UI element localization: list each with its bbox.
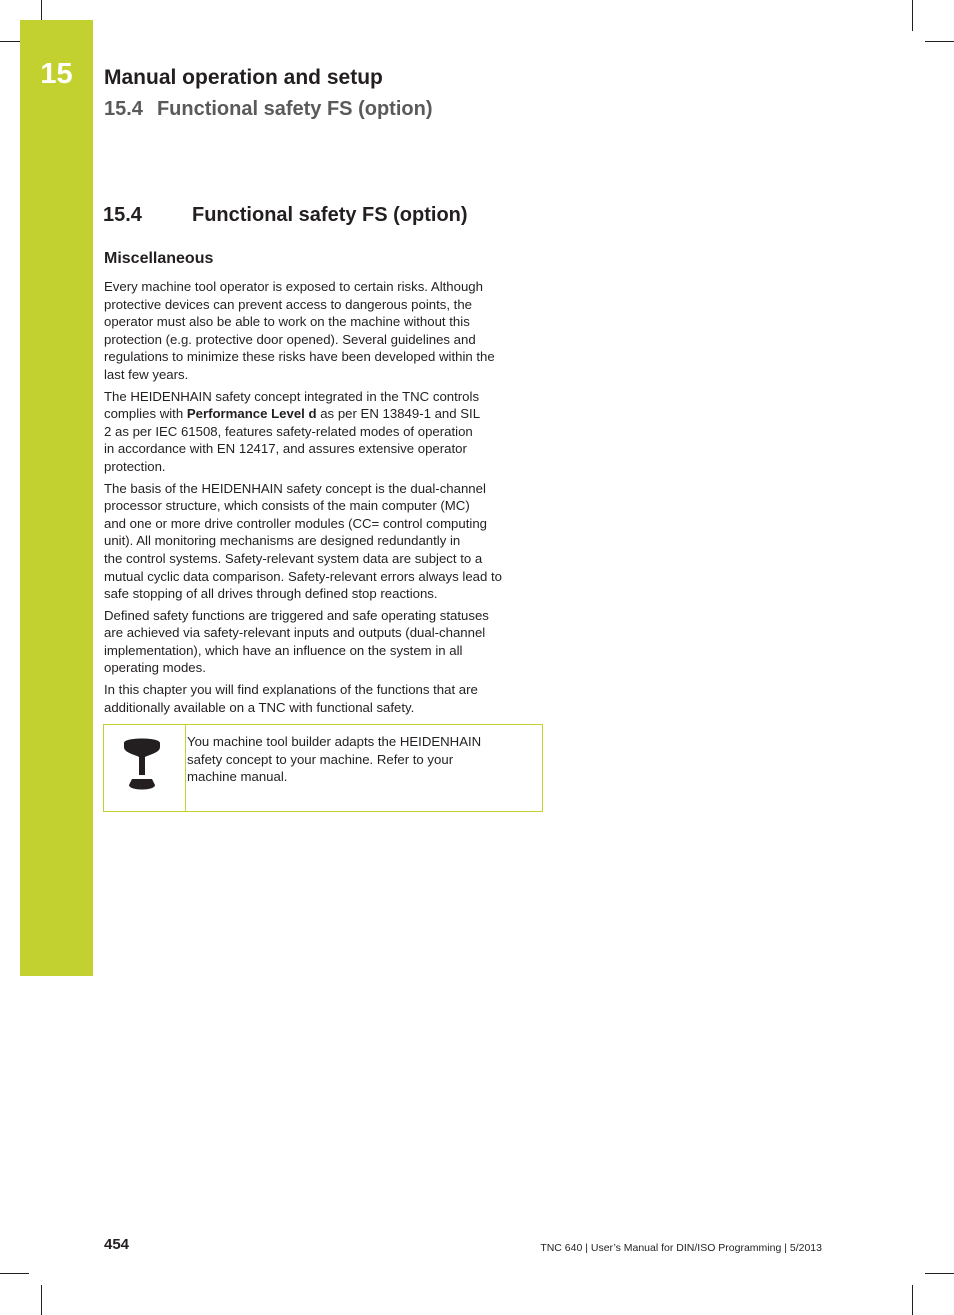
- paragraph: Every machine tool operator is exposed to certain risks. Although protective devices can prevent access to dangerous points, the operator must also be able to work on the machine without this protection (e.g. protective door opened). Several guidelines and regulations to minimize these risks have been developed within the last few years.: [104, 279, 495, 382]
- running-header-section-title: Functional safety FS (option): [156, 98, 433, 120]
- paragraph: The HEIDENHAIN safety concept integrated in the TNC controls complies with Performance Level d as per EN 13849-1 and SIL 2 as per IEC 61508, features safety-related modes of operation in accordance with EN 12417, and assures extensive operator protection.: [104, 388, 481, 474]
- chapter-title: Manual operation and setup: [104, 66, 383, 89]
- running-header-section: [104, 98, 432, 121]
- section-heading: [103, 204, 468, 227]
- crop-mark: [925, 1273, 954, 1274]
- crop-mark: [925, 41, 954, 42]
- footer-text: TNC 640 | User’s Manual for DIN/ISO Programming | 5/2013: [540, 1242, 822, 1254]
- page-number: 454: [104, 1236, 130, 1253]
- paragraph: In this chapter you will find explanations of the functions that are additionally available on a TNC with functional safety.: [104, 682, 478, 715]
- note-text: You machine tool builder adapts the HEIDENHAIN safety concept to your machine. Refer to your machine manual.: [187, 734, 482, 785]
- section-title: Functional safety FS (option): [192, 204, 468, 226]
- crop-mark: [912, 0, 913, 31]
- note-box: [103, 724, 543, 812]
- crop-mark: [0, 41, 21, 42]
- note-divider: [185, 725, 186, 811]
- crop-mark: [912, 1285, 913, 1315]
- chapter-tab-bar: [20, 20, 93, 976]
- chapter-number: 15: [40, 58, 73, 90]
- paragraph: Defined safety functions are triggered and safe operating statuses are achieved via safety-relevant inputs and outputs (dual-channel implementation), which have an influence on the system in all operating modes.: [104, 607, 489, 676]
- bold-term: Performance Level d: [186, 406, 317, 422]
- body-text: [104, 278, 544, 720]
- running-header-section-number: 15.4: [104, 98, 143, 120]
- machine-manual-icon: [122, 735, 162, 791]
- crop-mark: [0, 1273, 29, 1274]
- paragraph: The basis of the HEIDENHAIN safety concept is the dual-channel processor structure, which consists of the main computer (MC) and one or more drive controller modules (CC= control computing unit). All monitoring mechanisms are designed redundantly in the control systems. Safety-relevant system data are subject to a mutual cyclic data comparison. Safety-relevant errors always lead to safe stopping of all drives through defined stop reactions.: [104, 480, 502, 602]
- section-number: 15.4: [103, 204, 142, 226]
- crop-mark: [41, 0, 42, 21]
- subheading: Miscellaneous: [104, 250, 214, 267]
- crop-mark: [41, 1285, 42, 1315]
